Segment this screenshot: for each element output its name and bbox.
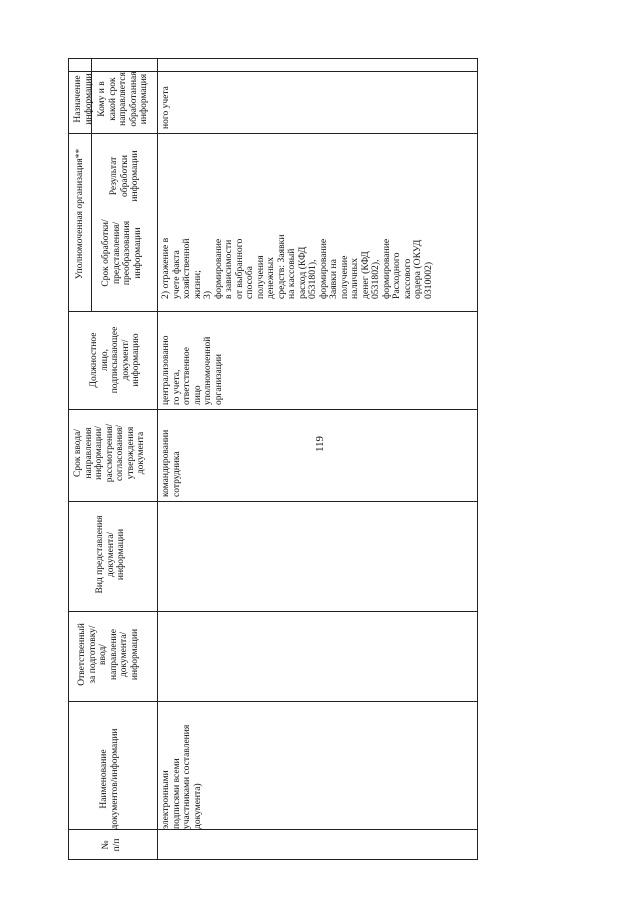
cell-name: электронными подписями всеми участниками составления документа) [161, 724, 203, 829]
header-recipient: Кому и в какой срок направляется обработанная информация [97, 71, 149, 127]
cell-result: 2) отражение в учете факта хозяйственной жизни; 3) формирование в зависимости от выбранного способа получения денежных средств: Заявки на кассовый расход (КФД 0531801), формирование Заявки на получение наличных денег (КФД 0531802), формирование Расходного кассового ордера (ОКУД 0310002) [160, 234, 434, 299]
col-divider [69, 133, 477, 134]
cell-official: централизованно го учета, ответственное лицо уполномоченной организации [161, 335, 224, 405]
col-divider [69, 701, 477, 702]
header-form: Вид представления документа/ информации [95, 515, 126, 594]
page-number: 119 [314, 435, 326, 453]
header-deadline: Срок ввода/ направления информации/ рассмотрения/ согласования/ утверждения документа [73, 423, 146, 483]
header-authorized-org: Уполномоченная организация** [75, 148, 85, 280]
header-official: Должностное лицо, подписывающее документ/ информацию [89, 326, 141, 394]
header-processing-term: Срок обработки/ представления/ преобразования информации [101, 219, 143, 287]
col-divider [69, 311, 477, 312]
col-divider [69, 501, 477, 502]
cell-recipient: ного учета [161, 86, 171, 129]
cell-deadline: командировании сотрудника [161, 429, 182, 497]
header-name: Наименование документов/информации [99, 728, 120, 830]
col-divider [69, 829, 477, 830]
header-result: Результат обработки информации [109, 150, 140, 202]
rotated-table [68, 58, 478, 860]
header-purpose: Назначение информации [73, 73, 94, 125]
header-responsible: Ответственный за подготовку/ ввод/ направление документа/ информации [77, 623, 140, 686]
header-num: № п/п [101, 838, 122, 852]
header-divider [157, 59, 158, 859]
